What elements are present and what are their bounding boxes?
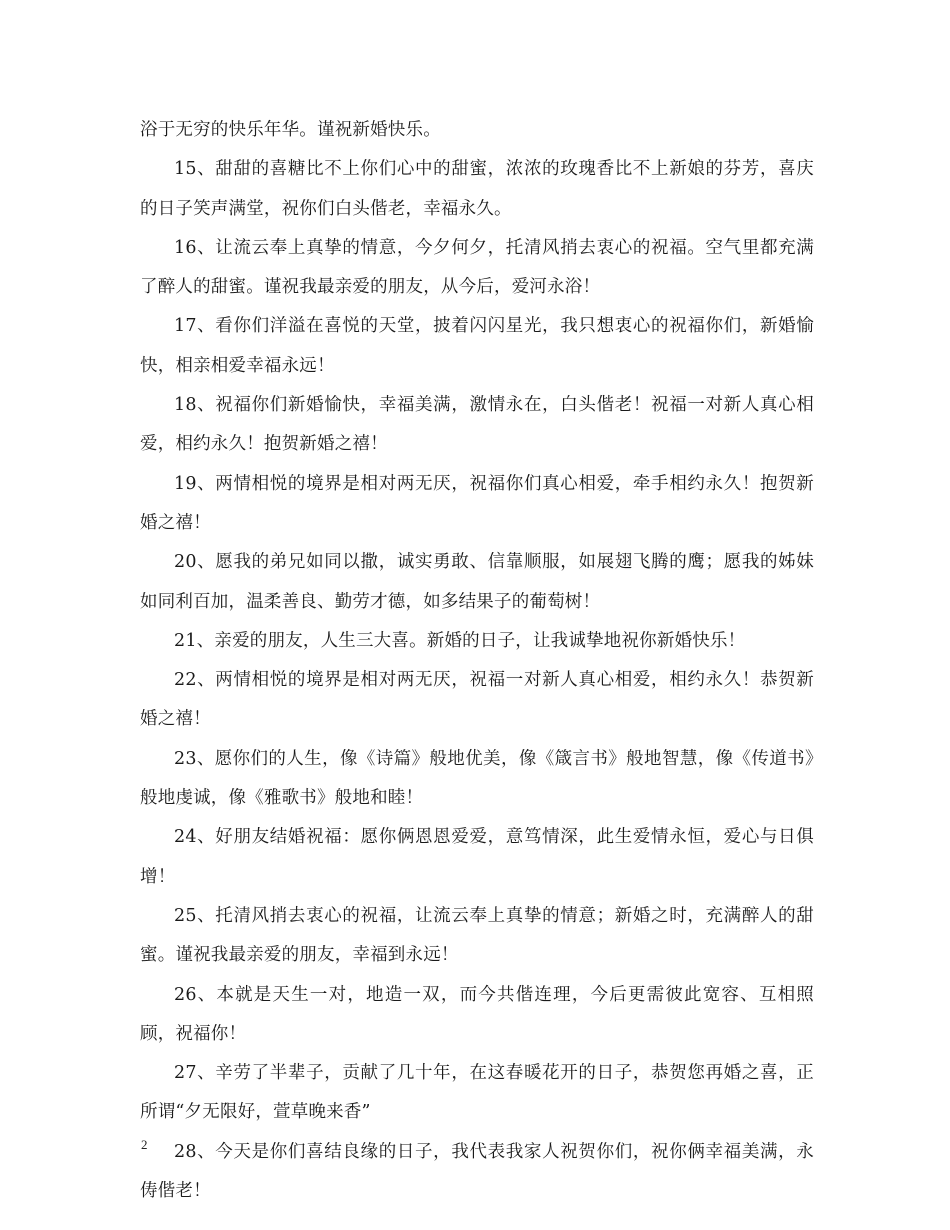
paragraph-26: 26、本就是天生一对，地造一双，而今共偕连理，今后更需彼此宽容、互相照顾，祝福你！ xyxy=(140,984,814,1044)
paragraph-23: 23、愿你们的人生，像《诗篇》般地优美，像《箴言书》般地智慧，像《传道书》般地虔诚，像《雅歌书》般地和睦！ xyxy=(140,748,814,809)
page-number: 2 xyxy=(141,1137,148,1152)
paragraph-20: 20、愿我的弟兄如同以撒，诚实勇敢、信靠顺服，如展翅飞腾的鹰；愿我的姊妹如同利百加，温柔善良、勤劳才德，如多结果子的葡萄树！ xyxy=(140,552,814,612)
paragraph-22: 22、两情相悦的境界是相对两无厌，祝福一对新人真心相爱，相约永久！恭贺新婚之禧！ xyxy=(140,670,814,730)
paragraph-19: 19、两情相悦的境界是相对两无厌，祝福你们真心相爱，牵手相约永久！抱贺新婚之禧！ xyxy=(140,473,814,533)
paragraph-25: 25、托清风捎去衷心的祝福，让流云奉上真挚的情意；新婚之时，充满醉人的甜蜜。谨祝我最亲爱的朋友，幸福到永远！ xyxy=(140,905,814,966)
paragraph-17: 17、看你们洋溢在喜悦的天堂，披着闪闪星光，我只想衷心的祝福你们，新婚愉快，相亲相爱幸福永远！ xyxy=(140,316,814,376)
paragraph-24: 24、好朋友结婚祝福：愿你俩恩恩爱爱，意笃情深，此生爱情永恒，爱心与日俱增！ xyxy=(140,827,814,887)
paragraph-18: 18、祝福你们新婚愉快，幸福美满，激情永在，白头偕老！祝福一对新人真心相爱，相约永久！抱贺新婚之禧！ xyxy=(140,395,814,455)
paragraph-27: 27、辛劳了半辈子，贡献了几十年，在这春暖花开的日子，恭贺您再婚之喜，正所谓“夕无限好，萱草晚来香” xyxy=(140,1063,814,1123)
document-body xyxy=(140,111,814,1211)
paragraph-21: 21、亲爱的朋友，人生三大喜。新婚的日子，让我诚挚地祝你新婚快乐！ xyxy=(174,630,746,651)
paragraph-continuation: 浴于无穷的快乐年华。谨祝新婚快乐。 xyxy=(140,120,441,140)
paragraph-15: 15、甜甜的喜糖比不上你们心中的甜蜜，浓浓的玫瑰香比不上新娘的芬芳，喜庆的日子笑声满堂，祝你们白头偕老，幸福永久。 xyxy=(140,159,814,219)
paragraph-28: 28、今天是你们喜结良缘的日子，我代表我家人祝贺你们，祝你俩幸福美满，永俦偕老！ xyxy=(140,1141,814,1202)
paragraph-16: 16、让流云奉上真挚的情意，今夕何夕，托清风捎去衷心的祝福。空气里都充满了醉人的甜蜜。谨祝我最亲爱的朋友，从今后，爱河永浴！ xyxy=(140,237,814,298)
